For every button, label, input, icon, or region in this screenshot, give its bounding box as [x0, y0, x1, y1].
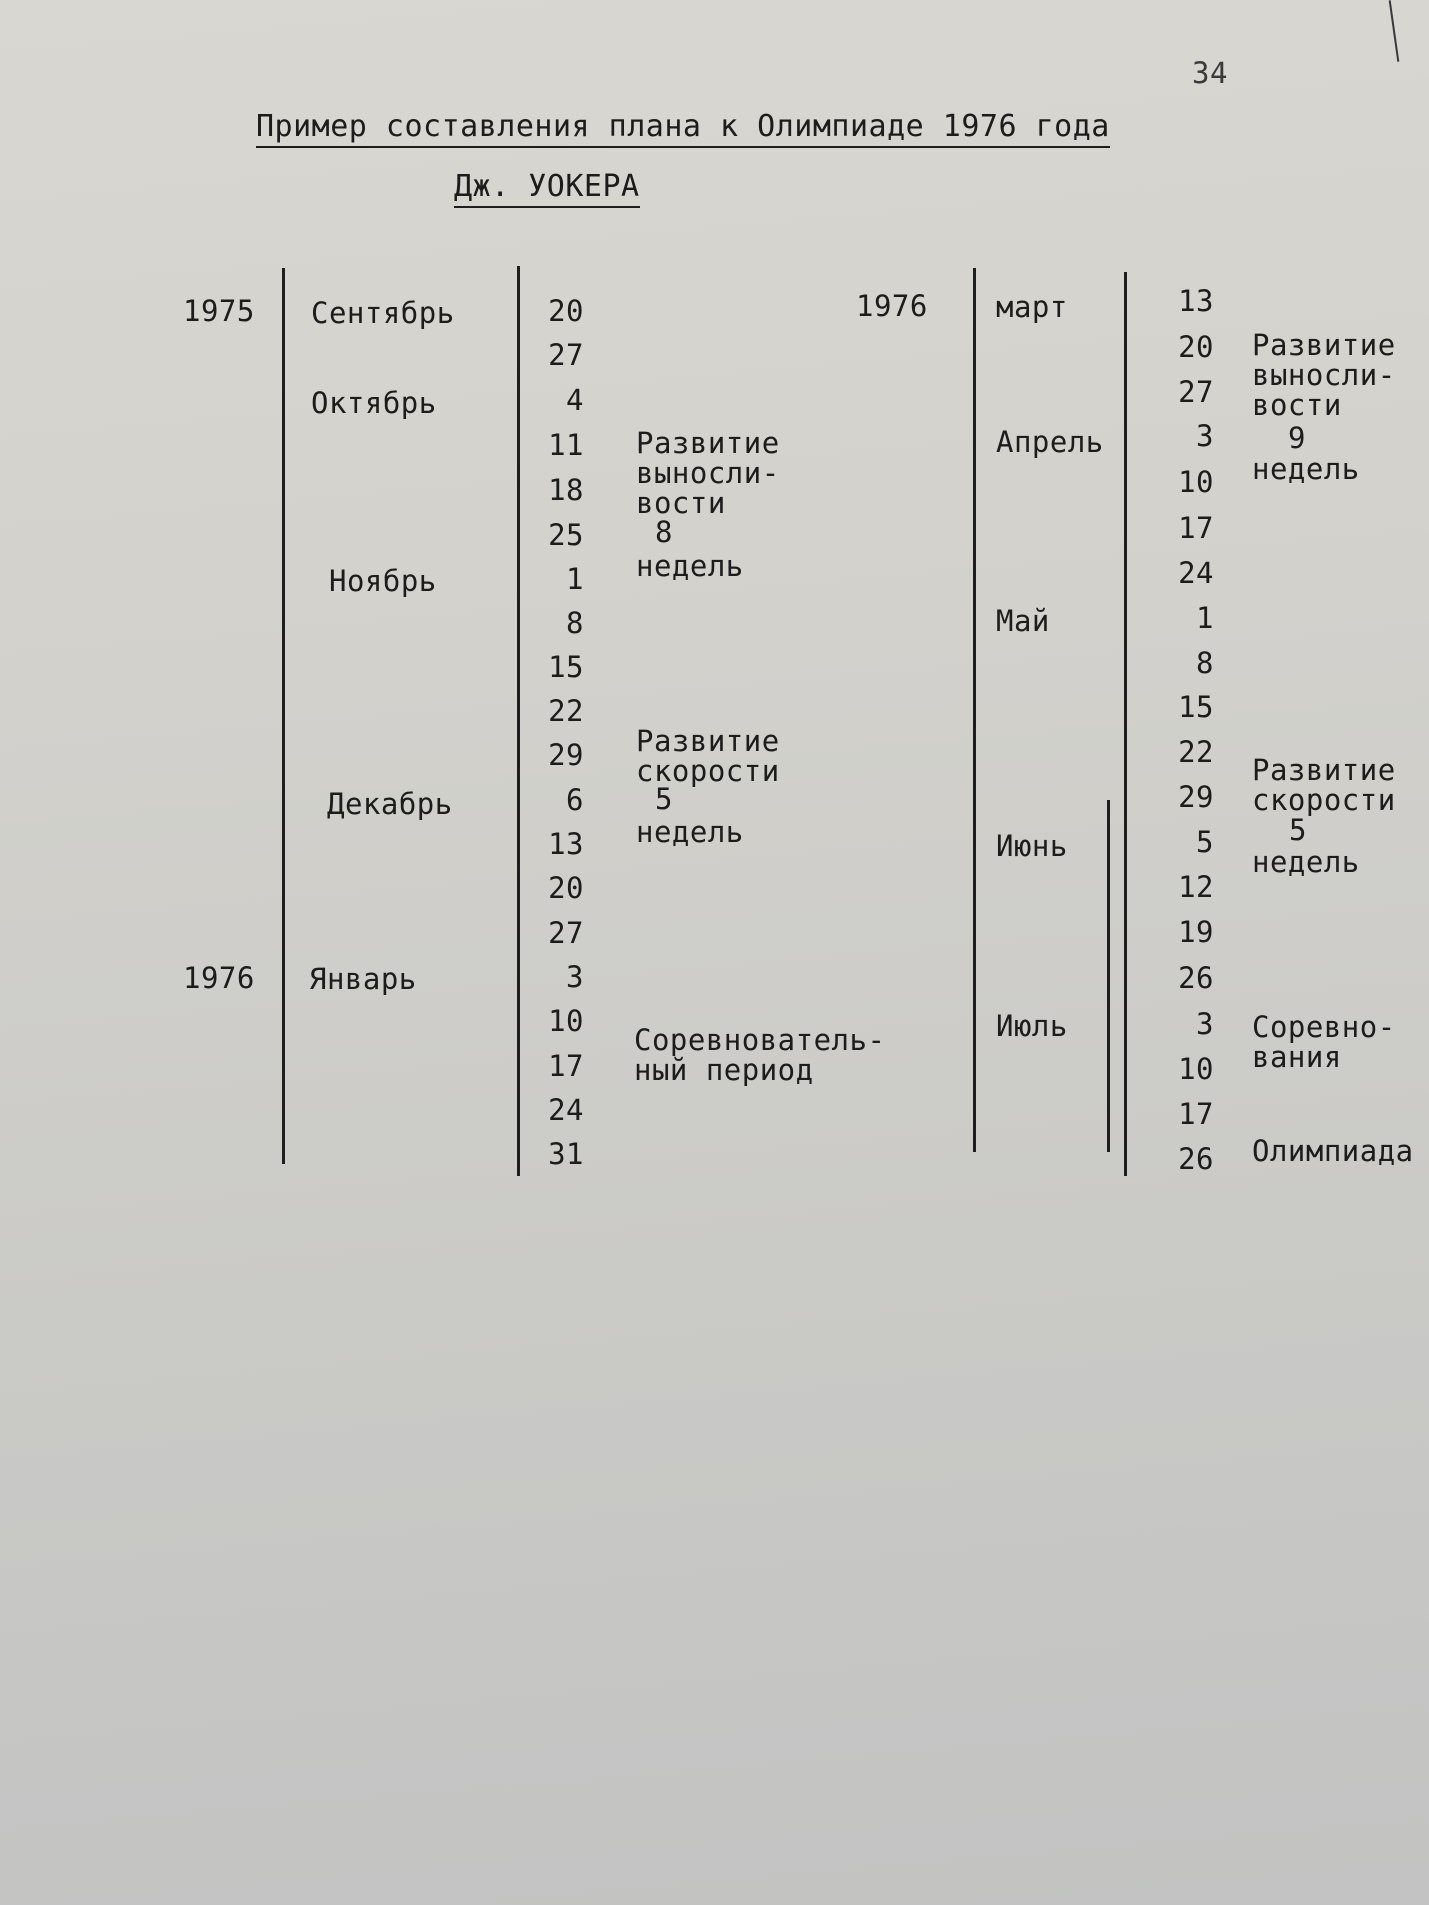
day-cell: 17 [1178, 1097, 1214, 1131]
day-cell: 22 [548, 694, 584, 728]
phase-speed-weeks-right: 5 [1289, 813, 1307, 847]
phase-speed-unit-left: недель [636, 815, 744, 849]
day-cell: 26 [1178, 1142, 1214, 1176]
day-cell: 25 [548, 518, 584, 552]
day-cell: 24 [548, 1093, 584, 1127]
day-cell: 10 [1178, 1052, 1214, 1086]
month-may: Май [996, 604, 1050, 638]
day-cell: 29 [1178, 780, 1214, 814]
phase-speed-weeks-left: 5 [655, 782, 673, 816]
day-cell: 20 [1178, 330, 1214, 364]
day-cell: 6 [566, 783, 584, 817]
phase-endurance-unit-right: недель [1252, 452, 1360, 486]
day-cell: 1 [566, 562, 584, 596]
day-cell: 19 [1178, 915, 1214, 949]
phase-competition-right: Соревно- вания [1252, 1010, 1396, 1074]
right-column-rule-1 [973, 268, 976, 1152]
day-cell: 11 [548, 428, 584, 462]
phase-endurance-weeks-right: 9 [1288, 421, 1306, 455]
right-column-rule-2 [1124, 272, 1127, 1176]
day-cell: 29 [548, 738, 584, 772]
page-title: Пример составления плана к Олимпиаде 1976 года [256, 112, 1110, 148]
day-cell: 3 [566, 960, 584, 994]
day-cell: 10 [1178, 465, 1214, 499]
day-cell: 15 [548, 650, 584, 684]
day-cell: 26 [1178, 961, 1214, 995]
month-june: Июнь [996, 829, 1068, 863]
day-cell: 12 [1178, 870, 1214, 904]
page-number: 34 [1192, 56, 1228, 90]
left-column-rule-2 [517, 266, 520, 1176]
day-cell: 15 [1178, 690, 1214, 724]
phase-speed-left: Развитие скорости [636, 724, 780, 788]
day-cell: 27 [548, 338, 584, 372]
day-cell: 5 [1196, 825, 1214, 859]
month-december: Декабрь [327, 787, 453, 821]
day-cell: 13 [1178, 284, 1214, 318]
left-column-rule-1 [282, 268, 285, 1164]
phase-endurance-weeks-left: 8 [655, 515, 673, 549]
day-cell: 8 [1196, 646, 1214, 680]
day-cell: 20 [548, 294, 584, 328]
day-cell: 8 [566, 606, 584, 640]
right-bracket-rule [1107, 800, 1110, 1152]
olympics-label: Олимпиада [1252, 1136, 1414, 1166]
phase-speed-unit-right: недель [1252, 845, 1360, 879]
month-july: Июль [996, 1009, 1068, 1043]
day-cell: 4 [566, 383, 584, 417]
day-cell: 3 [1196, 1007, 1214, 1041]
phase-endurance-right: Развитие выносли- вости [1252, 328, 1396, 422]
year-1976-left: 1976 [183, 961, 255, 995]
day-cell: 1 [1196, 601, 1214, 635]
day-cell: 17 [1178, 511, 1214, 545]
day-cell: 10 [548, 1004, 584, 1038]
year-1976-right: 1976 [856, 289, 928, 323]
day-cell: 13 [548, 827, 584, 861]
phase-speed-right: Развитие скорости [1252, 753, 1396, 817]
day-cell: 31 [548, 1137, 584, 1171]
phase-competition-left: Соревнователь- ный период [634, 1023, 886, 1087]
day-cell: 22 [1178, 735, 1214, 769]
month-september: Сентябрь [311, 296, 455, 330]
day-cell: 27 [1178, 375, 1214, 409]
month-april: Апрель [996, 425, 1104, 459]
day-cell: 18 [548, 473, 584, 507]
paper-edge-mark [1389, 0, 1400, 62]
day-cell: 20 [548, 871, 584, 905]
day-cell: 24 [1178, 556, 1214, 590]
month-november: Ноябрь [329, 564, 437, 598]
day-cell: 3 [1196, 419, 1214, 453]
month-january: Январь [309, 962, 417, 996]
month-october: Октябрь [311, 386, 437, 420]
author-line: Дж. УОКЕРА [454, 172, 640, 208]
phase-endurance-unit-left: недель [636, 549, 744, 583]
year-1975: 1975 [183, 294, 255, 328]
month-march: март [996, 290, 1068, 324]
phase-endurance-left: Развитие выносли- вости [636, 426, 780, 520]
day-cell: 27 [548, 916, 584, 950]
day-cell: 17 [548, 1049, 584, 1083]
